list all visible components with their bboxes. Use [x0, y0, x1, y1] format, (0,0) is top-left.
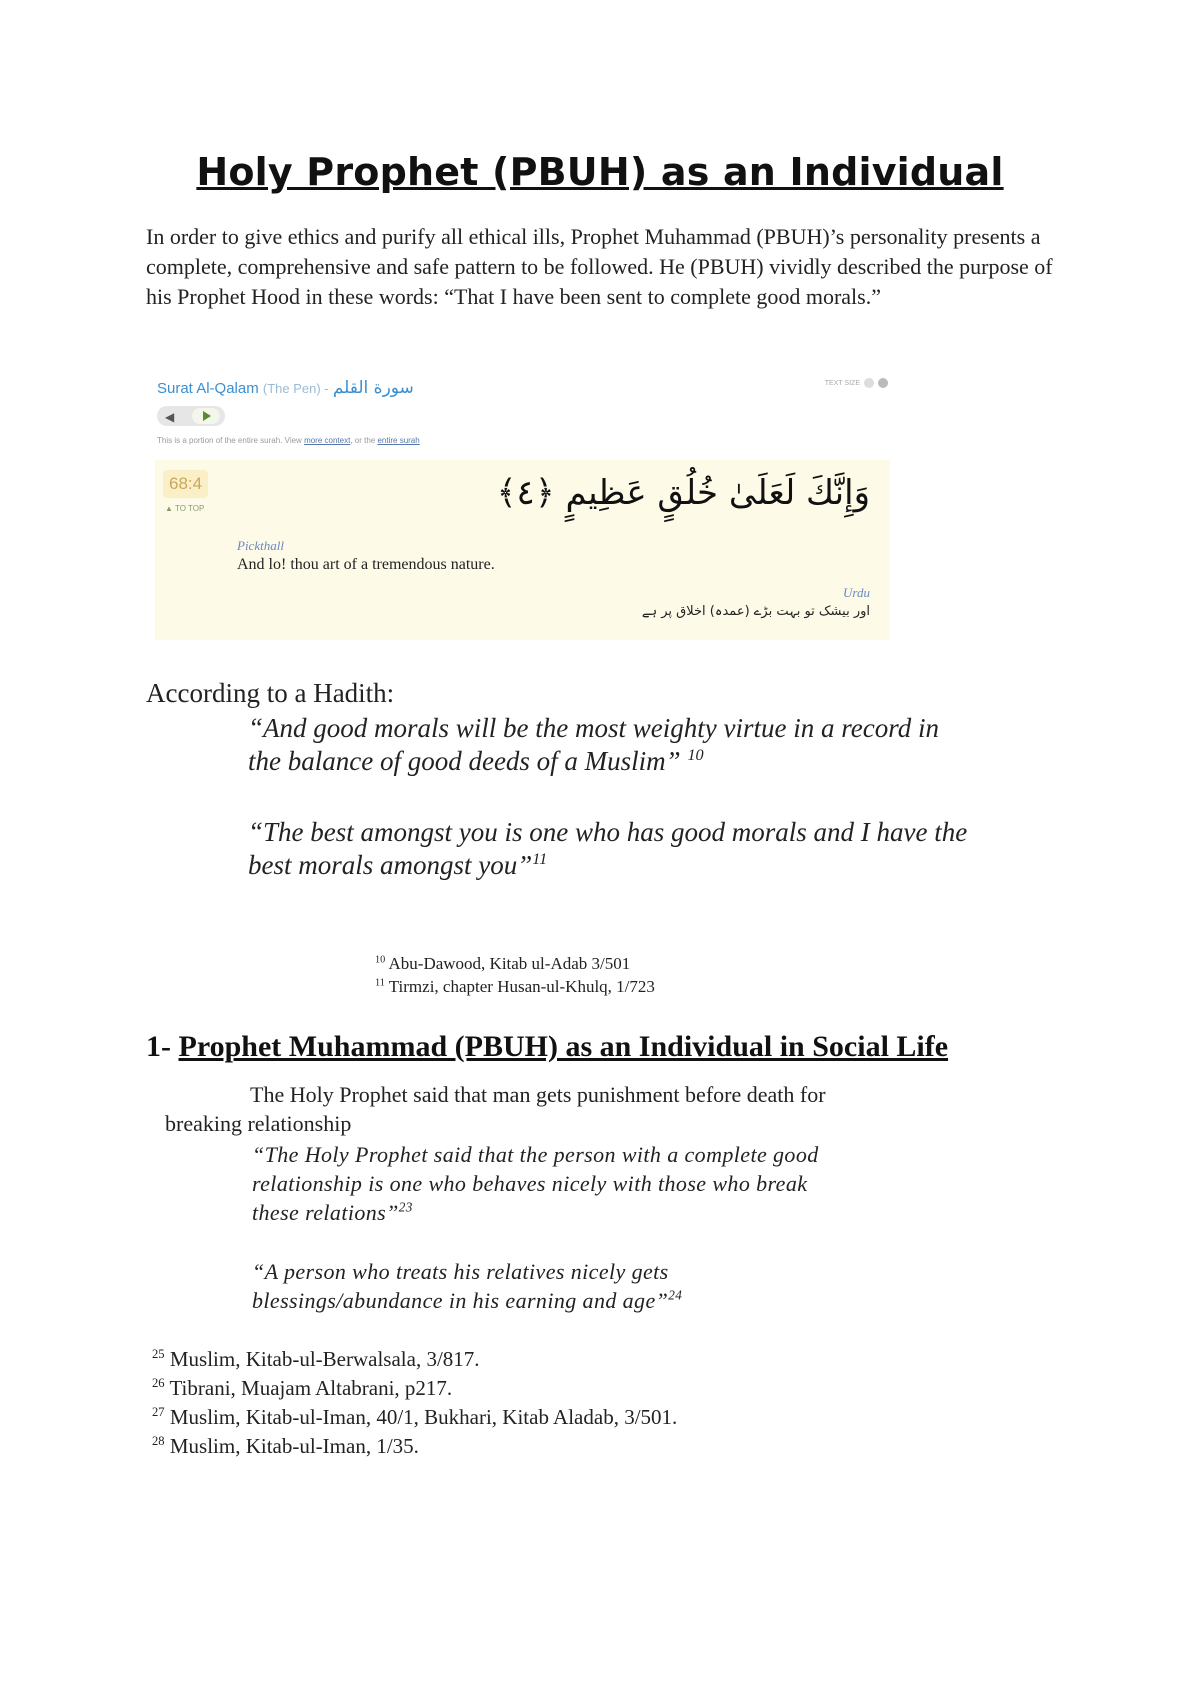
- hadith-quote: “And good morals will be the most weighty virtue in a record in the balance of good deeds of a Muslim” $^{10}$: [248, 713, 939, 776]
- to-top-link[interactable]: ▲ TO TOP: [165, 504, 205, 513]
- footnote-ref: 24: [668, 1287, 683, 1303]
- footnote: $^{11}$ Tirmzi, chapter Husan-ul-Khulq, 1/723: [375, 977, 655, 996]
- audio-player[interactable]: [157, 406, 225, 426]
- translator-label: Pickthall: [237, 538, 284, 553]
- surah-name: Surat Al-Qalam: [157, 380, 259, 397]
- relationship-quote: “A person who treats his relatives nicely gets blessings/abundance in his earning and age”$^{24}$: [252, 1259, 683, 1313]
- hadith-quote: “The best amongst you is one who has good morals and I have the best morals amongst you”$^{11}$: [248, 817, 968, 880]
- context-note: This is a portion of the entire surah. View more context, or the entire surah: [157, 436, 420, 445]
- speaker-icon[interactable]: ◀: [165, 410, 175, 424]
- text-size-small-icon[interactable]: [864, 378, 874, 388]
- quran-screenshot: [155, 370, 890, 640]
- section-paragraph: The Holy Prophet said that man gets punishment before death for breaking relationship: [165, 1082, 826, 1136]
- text-size-control[interactable]: [825, 378, 888, 388]
- relationship-quote: “The Holy Prophet said that the person with a complete good relationship is one who behaves nicely with those who break these relations”$^{23}$: [252, 1142, 819, 1225]
- footnotes-hadith: [375, 952, 655, 998]
- footnotes-section: [152, 1345, 677, 1461]
- footnote: $^{26}$ Tibrani, Muajam Altabrani, p217.: [152, 1376, 453, 1400]
- translation-text: And lo! thou art of a tremendous nature.: [237, 556, 495, 573]
- verse-number[interactable]: 68:4: [163, 470, 208, 498]
- text-size-label: TEXT SIZE: [824, 379, 860, 387]
- arabic-verse: وَإِنَّكَ لَعَلَىٰ خُلُقٍ عَظِيمٍ ﴿٤﴾: [496, 473, 870, 513]
- entire-surah-link[interactable]: entire surah: [377, 436, 420, 445]
- footnote-ref: 11: [532, 850, 548, 868]
- footnote-ref: 10: [687, 746, 704, 764]
- urdu-translation: اور بیشک تو بہت بڑے (عمدہ) اخلاق پر ہے: [641, 604, 870, 619]
- urdu-label: Urdu: [843, 585, 870, 600]
- footnote-ref: 23: [398, 1199, 413, 1215]
- footnote: $^{10}$ Abu-Dawood, Kitab ul-Adab 3/501: [375, 954, 631, 973]
- footnote: $^{28}$ Muslim, Kitab-ul-Iman, 1/35.: [152, 1434, 419, 1458]
- footnote: $^{27}$ Muslim, Kitab-ul-Iman, 40/1, Bukhari, Kitab Aladab, 3/501.: [152, 1405, 678, 1429]
- more-context-link[interactable]: more context: [304, 436, 351, 445]
- page-title: Holy Prophet (PBUH) as an Individual: [196, 150, 1004, 194]
- text-size-large-icon[interactable]: [878, 378, 888, 388]
- hadith-intro: According to a Hadith:: [146, 678, 395, 708]
- surah-title: [157, 378, 414, 398]
- play-icon[interactable]: [192, 408, 220, 424]
- surah-arabic: سورة القلم: [332, 378, 414, 398]
- intro-paragraph: In order to give ethics and purify all ethical ills, Prophet Muhammad (PBUH)’s personality presents a complete, comprehensive and safe pattern to be followed. He (PBUH) vividly described the purpose of his Prophet Hood in these words: “That I have been sent to complete good morals.”: [146, 224, 1053, 309]
- footnote: $^{25}$ Muslim, Kitab-ul-Berwalsala, 3/817.: [152, 1347, 480, 1371]
- section-heading: 1- Prophet Muhammad (PBUH) as an Individual in Social Life: [146, 1030, 949, 1063]
- verse-box: [155, 460, 890, 640]
- surah-subtitle: (The Pen) -: [262, 381, 329, 396]
